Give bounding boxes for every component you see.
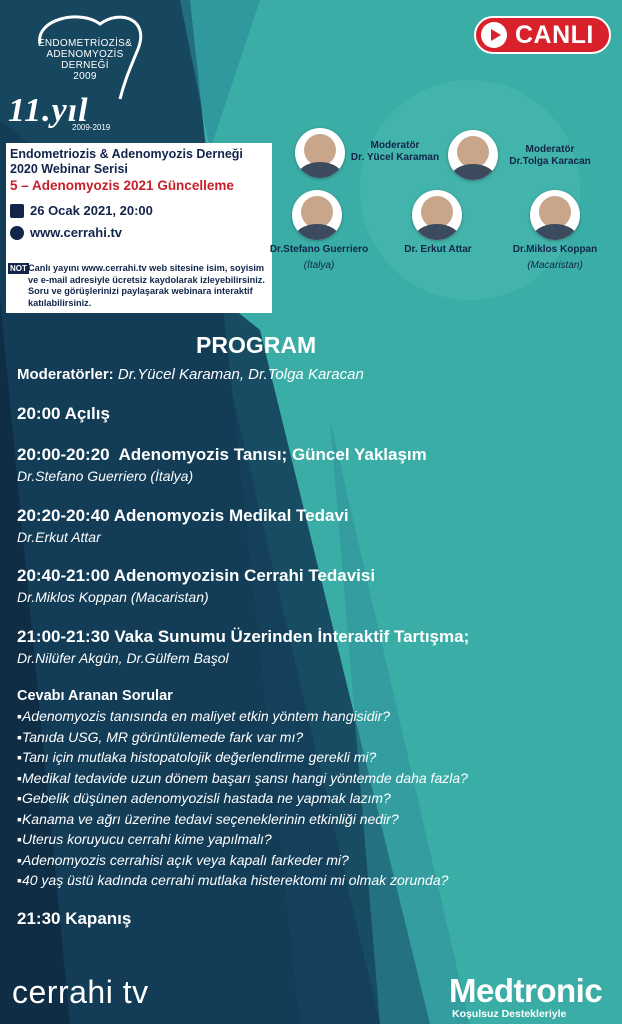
program-item-2 xyxy=(17,506,349,545)
questions-list xyxy=(17,706,468,891)
logo-line-1: ENDOMETRİOZİS& xyxy=(37,38,133,49)
program-item-1 xyxy=(17,445,427,484)
website-link[interactable]: www.cerrahi.tv xyxy=(30,225,122,240)
moderators-names: Dr.Yücel Karaman, Dr.Tolga Karacan xyxy=(117,366,364,383)
speaker1-name: Dr.Stefano Guerriero xyxy=(269,244,369,255)
item3-time: 20:40-21:00 xyxy=(17,566,110,585)
anniversary-years: 2009-2019 xyxy=(72,123,111,132)
item4-speaker: Dr.Nilüfer Akgün, Dr.Gülfem Başol xyxy=(17,650,229,666)
avatar-speaker1 xyxy=(292,190,342,240)
program-item-4 xyxy=(17,627,469,666)
cerrahi-tv-logo: cerrahi tv xyxy=(12,974,149,1010)
live-badge[interactable] xyxy=(474,16,611,54)
program-item-3 xyxy=(17,566,375,605)
speaker2-name: Dr. Erkut Attar xyxy=(404,244,472,255)
item2-title: Adenomyozis Medikal Tedavi xyxy=(113,506,349,525)
item1-time: 20:00-20:20 xyxy=(17,445,110,464)
moderators-label: Moderatörler: xyxy=(17,366,114,383)
speaker3-name: Dr.Miklos Koppan xyxy=(512,244,598,255)
item1-title: Adenomyozis Tanısı; Güncel Yaklaşım xyxy=(118,445,427,464)
mod1-name: Dr. Yücel Karaman xyxy=(350,152,440,163)
question-item: ▪Uterus koruyucu cerrahi kime yapılmalı? xyxy=(17,831,272,847)
questions-title: Cevabı Aranan Sorular xyxy=(17,688,173,704)
logo-line-2: ADENOMYOZİS xyxy=(46,49,124,60)
speaker3-country: (Macaristan) xyxy=(527,260,583,271)
question-item: ▪Tanı için mutlaka histopatolojik değerlendirme gerekli mi? xyxy=(17,749,377,765)
question-item: ▪Adenomyozis cerrahisi açık veya kapalı farkeder mi? xyxy=(17,851,349,868)
avatar-speaker2 xyxy=(412,190,462,240)
note-label: NOT xyxy=(10,264,27,273)
event-date: 26 Ocak 2021, 20:00 xyxy=(30,203,153,218)
item4-time: 21:00-21:30 xyxy=(17,627,110,646)
anniversary-label: 11.yıl xyxy=(8,92,89,129)
calendar-icon xyxy=(10,204,24,218)
moderators-line xyxy=(17,366,364,383)
speaker1-country: (İtalya) xyxy=(303,260,335,271)
question-item: ▪40 yaş üstü kadında cerrahi mutlaka histerektomi mi olmak zorunda? xyxy=(17,872,449,888)
item1-speaker: Dr.Stefano Guerriero (İtalya) xyxy=(17,468,194,484)
question-item: ▪Medikal tedavide uzun dönem başarı şansı hangi yöntemde daha fazla? xyxy=(17,769,468,786)
item3-speaker: Dr.Miklos Koppan (Macaristan) xyxy=(17,589,209,605)
event-series: 2020 Webinar Serisi xyxy=(10,162,128,176)
medtronic-logo: Medtronic xyxy=(449,972,603,1009)
avatar-speaker3 xyxy=(530,190,580,240)
item2-time: 20:20-20:40 xyxy=(17,506,110,525)
closing-line: 21:30 Kapanış xyxy=(17,909,132,928)
avatar-mod1 xyxy=(295,128,345,178)
item3-title: Adenomyozisin Cerrahi Tedavisi xyxy=(113,566,376,585)
event-title: Endometriozis & Adenomyozis Derneği xyxy=(10,147,243,161)
question-item: ▪Gebelik düşünen adenomyozisli hastada ne yapmak lazım? xyxy=(17,790,391,806)
play-icon xyxy=(481,22,507,48)
mod1-role: Moderatör xyxy=(370,140,420,151)
live-label: CANLI xyxy=(515,20,594,49)
item4-title: Vaka Sunumu Üzerinden İnteraktif Tartışma; xyxy=(114,627,470,646)
note-text: Canlı yayını www.cerrahi.tv web sitesine isim, soyisim ve e-mail adresiyle ücretsiz kaydolarak izleyebilirsiniz. Soru ve görüşlerinizi paylaşarak webinara interaktif katılabilirsiniz. xyxy=(28,263,265,308)
session-title: 5 – Adenomyozis 2021 Güncelleme xyxy=(10,178,234,193)
question-item: ▪Tanıda USG, MR görüntülemede fark var mı? xyxy=(17,728,304,745)
mod2-role: Moderatör xyxy=(525,144,575,155)
question-item: ▪Kanama ve ağrı üzerine tedavi seçeneklerinin etkinliği nedir? xyxy=(17,810,399,827)
avatar-mod2 xyxy=(448,130,498,180)
opening-line: 20:00 Açılış xyxy=(17,404,110,423)
event-info-box xyxy=(6,143,272,313)
mod2-name: Dr.Tolga Karacan xyxy=(509,156,591,167)
sponsor-tagline: Koşulsuz Destekleriyle xyxy=(452,1008,567,1020)
logo-line-4: 2009 xyxy=(73,71,97,82)
program-title: PROGRAM xyxy=(196,332,317,358)
question-item: ▪Adenomyozis tanısında en maliyet etkin yöntem hangisidir? xyxy=(17,708,391,724)
item2-speaker: Dr.Erkut Attar xyxy=(17,529,101,545)
globe-icon xyxy=(10,226,24,240)
logo-line-3: DERNEĞİ xyxy=(61,60,109,71)
